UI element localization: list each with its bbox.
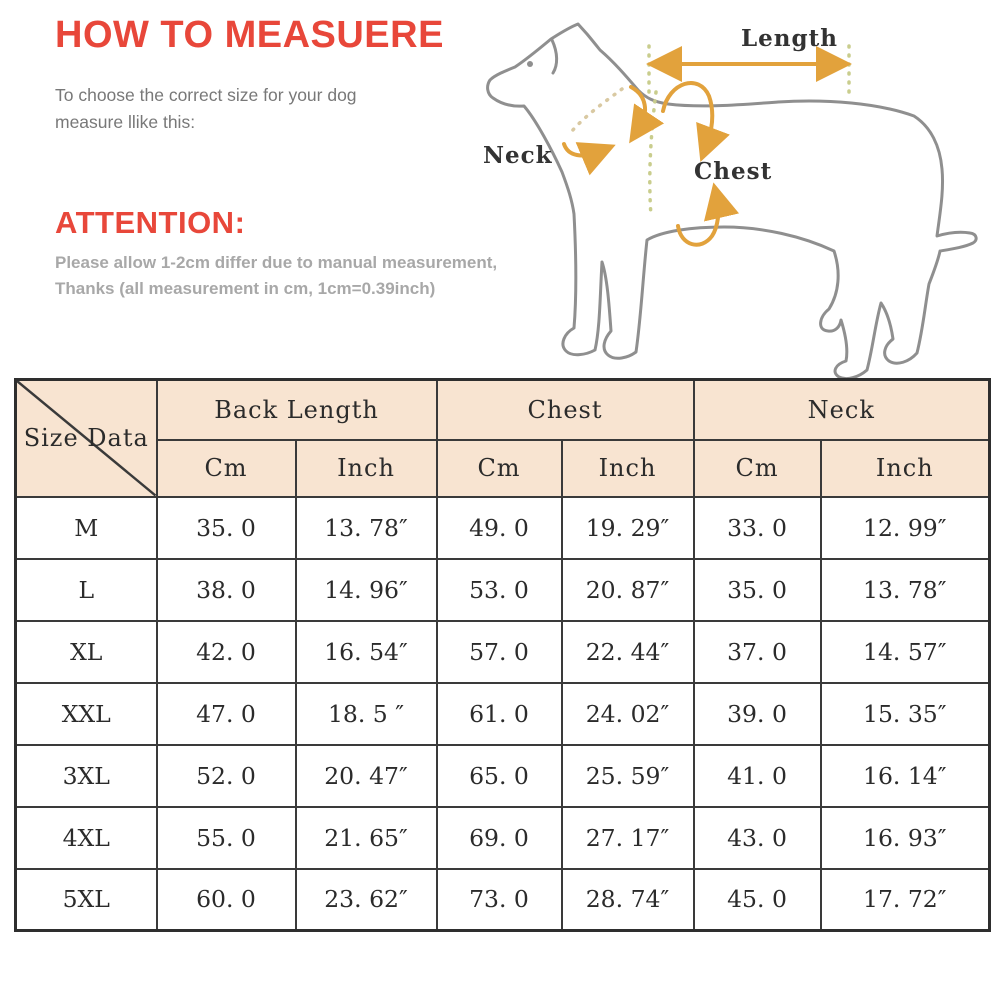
value-cell: 18. 5 ″ (296, 683, 437, 745)
value-cell: 57. 0 (437, 621, 562, 683)
unit-header-chest-cm: Cm (437, 440, 562, 497)
value-cell: 60. 0 (157, 869, 296, 931)
corner-size-data-cell (16, 380, 157, 497)
value-cell: 61. 0 (437, 683, 562, 745)
dog-eye (527, 61, 533, 67)
unit-header-back-length-inch: Inch (296, 440, 437, 497)
value-cell: 20. 47″ (296, 745, 437, 807)
value-cell: 41. 0 (694, 745, 821, 807)
value-cell: 69. 0 (437, 807, 562, 869)
value-cell: 33. 0 (694, 497, 821, 559)
value-cell: 55. 0 (157, 807, 296, 869)
size-cell: XL (16, 621, 157, 683)
dog-measure-diagram (460, 0, 1000, 380)
value-cell: 25. 59″ (562, 745, 694, 807)
value-cell: 14. 96″ (296, 559, 437, 621)
size-cell: 3XL (16, 745, 157, 807)
value-cell: 73. 0 (437, 869, 562, 931)
unit-header-chest-inch: Inch (562, 440, 694, 497)
unit-header-back-length-cm: Cm (157, 440, 296, 497)
unit-header-neck-cm: Cm (694, 440, 821, 497)
table-row-xl (16, 621, 990, 683)
value-cell: 43. 0 (694, 807, 821, 869)
chest-measure-arrow-loop (663, 83, 712, 147)
value-cell: 22. 44″ (562, 621, 694, 683)
value-cell: 15. 35″ (821, 683, 990, 745)
value-cell: 20. 87″ (562, 559, 694, 621)
chest-girth-dotted-line (650, 92, 656, 216)
value-cell: 47. 0 (157, 683, 296, 745)
value-cell: 39. 0 (694, 683, 821, 745)
page-title: HOW TO MEASUERE (55, 14, 444, 56)
dog-ear-inner-line (552, 40, 557, 73)
value-cell: 42. 0 (157, 621, 296, 683)
neck-measure-arrow-lower (564, 144, 601, 155)
value-cell: 45. 0 (694, 869, 821, 931)
size-cell: 4XL (16, 807, 157, 869)
value-cell: 23. 62″ (296, 869, 437, 931)
table-row-4xl (16, 807, 990, 869)
corner-label: Size Data (23, 424, 149, 453)
chest-label: Chest (694, 158, 773, 185)
value-cell: 52. 0 (157, 745, 296, 807)
size-chart-table (14, 378, 991, 932)
value-cell: 28. 74″ (562, 869, 694, 931)
measure-instructions (55, 82, 415, 136)
neck-label: Neck (483, 142, 553, 169)
attention-line-1: Please allow 1-2cm differ due to manual measurement, (55, 253, 498, 272)
instruction-line-2: measure llike this: (55, 112, 196, 132)
chest-measure-arrow-belly (678, 198, 718, 245)
table-row-3xl (16, 745, 990, 807)
value-cell: 37. 0 (694, 621, 821, 683)
value-cell: 16. 54″ (296, 621, 437, 683)
value-cell: 65. 0 (437, 745, 562, 807)
size-cell: L (16, 559, 157, 621)
value-cell: 24. 02″ (562, 683, 694, 745)
size-cell: 5XL (16, 869, 157, 931)
size-cell: XXL (16, 683, 157, 745)
column-group-back-length: Back Length (157, 380, 437, 440)
value-cell: 12. 99″ (821, 497, 990, 559)
length-label: Length (741, 25, 838, 52)
value-cell: 21. 65″ (296, 807, 437, 869)
table-row-l (16, 559, 990, 621)
attention-note (55, 250, 515, 302)
value-cell: 49. 0 (437, 497, 562, 559)
dog-body-outline (488, 24, 977, 379)
value-cell: 53. 0 (437, 559, 562, 621)
column-group-chest: Chest (437, 380, 694, 440)
value-cell: 16. 93″ (821, 807, 990, 869)
value-cell: 35. 0 (694, 559, 821, 621)
table-row-xxl (16, 683, 990, 745)
attention-line-2: Thanks (all measurement in cm, 1cm=0.39inch) (55, 279, 436, 298)
value-cell: 17. 72″ (821, 869, 990, 931)
dog-outline-illustration (460, 0, 1000, 380)
value-cell: 19. 29″ (562, 497, 694, 559)
column-group-neck: Neck (694, 380, 990, 440)
size-cell: M (16, 497, 157, 559)
unit-header-neck-inch: Inch (821, 440, 990, 497)
value-cell: 13. 78″ (296, 497, 437, 559)
neck-girth-dotted-line (572, 89, 622, 131)
value-cell: 27. 17″ (562, 807, 694, 869)
value-cell: 13. 78″ (821, 559, 990, 621)
instruction-line-1: To choose the correct size for your dog (55, 85, 357, 105)
value-cell: 14. 57″ (821, 621, 990, 683)
table-row-5xl (16, 869, 990, 931)
attention-heading: ATTENTION: (55, 205, 246, 240)
value-cell: 38. 0 (157, 559, 296, 621)
value-cell: 35. 0 (157, 497, 296, 559)
table-row-m (16, 497, 990, 559)
value-cell: 16. 14″ (821, 745, 990, 807)
